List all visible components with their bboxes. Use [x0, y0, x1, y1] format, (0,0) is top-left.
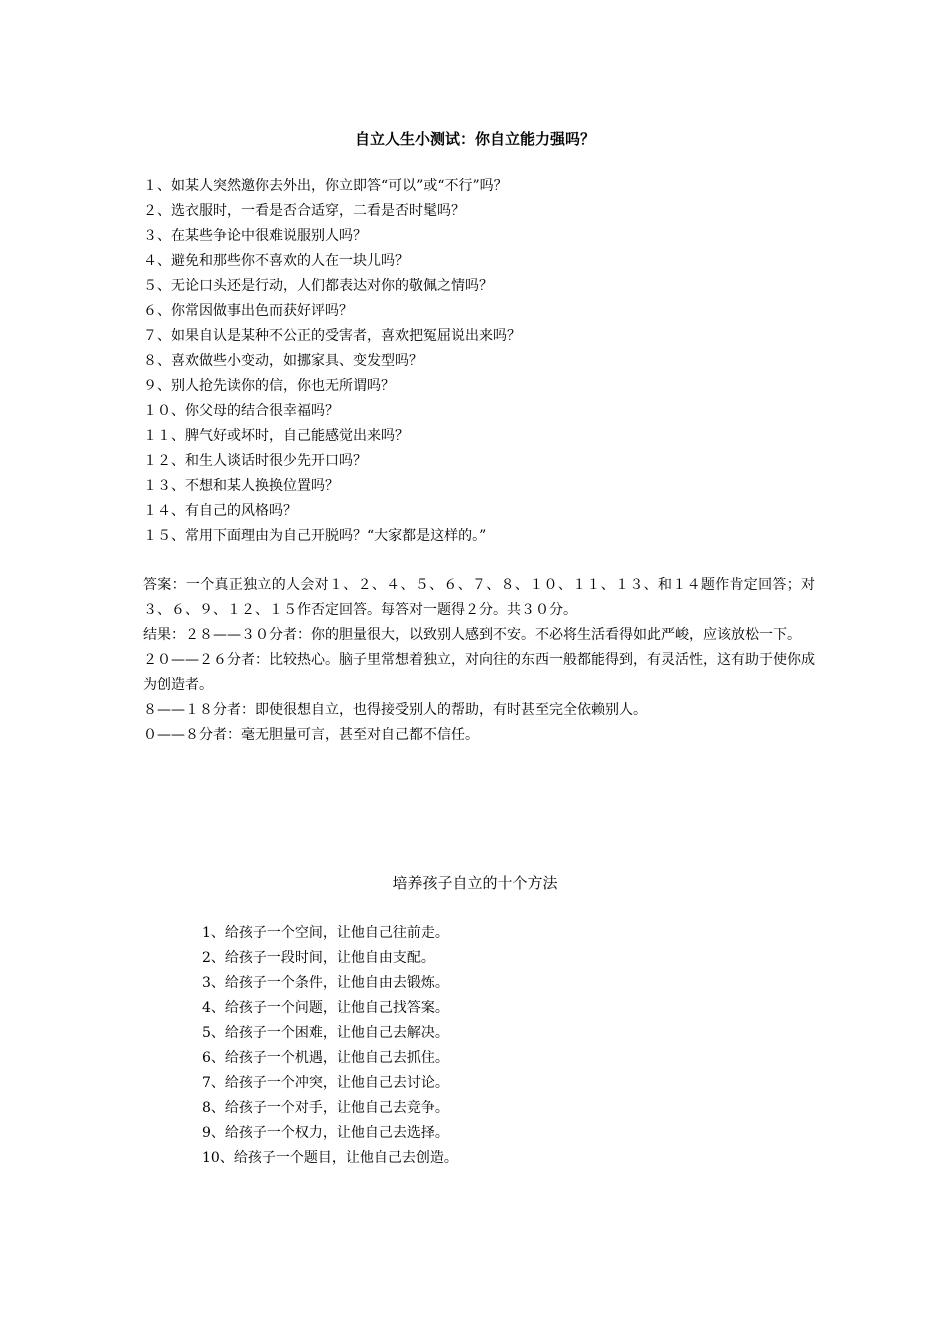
method-item: 10、给孩子一个题目，让他自己去创造。	[202, 1150, 458, 1166]
method-item: 6、给孩子一个机遇，让他自己去抓住。	[202, 1050, 449, 1066]
method-item: 3、给孩子一个条件，让他自由去锻炼。	[202, 975, 449, 991]
result-paragraph: ８——１８分者：即使很想自立，也得接受别人的帮助，有时甚至完全依赖别人。	[143, 702, 647, 718]
method-item: 7、给孩子一个冲突，让他自己去讨论。	[202, 1075, 449, 1091]
quiz-question: ４、避免和那些你不喜欢的人在一块儿吗？	[143, 253, 409, 269]
result-paragraph: 结果：２８——３０分者：你的胆量很大，以致别人感到不安。不必将生活看得如此严峻，应该放松一下。	[143, 627, 801, 643]
quiz-question: １５、常用下面理由为自己开脱吗？“大家都是这样的。”	[143, 528, 487, 544]
quiz-question: １０、你父母的结合很幸福吗？	[143, 403, 339, 419]
methods-title: 培养孩子自立的十个方法	[392, 874, 558, 892]
method-item: 2、给孩子一段时间，让他自由支配。	[202, 950, 435, 966]
quiz-question: ９、别人抢先读你的信，你也无所谓吗？	[143, 378, 395, 394]
method-item: 5、给孩子一个困难，让他自己去解决。	[202, 1025, 449, 1041]
quiz-question-list	[143, 174, 823, 549]
quiz-question: １、如某人突然邀你去外出，你立即答“可以”或“不行”吗？	[143, 178, 508, 194]
quiz-question: １４、有自己的风格吗？	[143, 503, 297, 519]
quiz-question: ２、选衣服时，一看是否合适穿，二看是否时髦吗？	[143, 203, 465, 219]
methods-list	[202, 921, 802, 1171]
quiz-question: ３、在某些争论中很难说服别人吗？	[143, 228, 367, 244]
method-item: 9、给孩子一个权力，让他自己去选择。	[202, 1125, 449, 1141]
quiz-answers	[143, 573, 815, 748]
quiz-question: １３、不想和某人换换位置吗？	[143, 478, 339, 494]
quiz-question: ５、无论口头还是行动，人们都表达对你的敬佩之情吗？	[143, 278, 493, 294]
method-item: 1、给孩子一个空间，让他自己往前走。	[202, 925, 449, 941]
answer-key-paragraph: 答案：一个真正独立的人会对１、２、４、５、６、７、８、１０、１１、１３、和１４题作肯定回答；对３、６、９、１２、１５作否定回答。每答对一题得２分。共３０分。	[143, 577, 815, 618]
result-paragraph: ２０——２６分者：比较热心。脑子里常想着独立，对向往的东西一般都能得到，有灵活性，这有助于使你成为创造者。	[143, 652, 815, 693]
method-item: 8、给孩子一个对手，让他自己去竞争。	[202, 1100, 449, 1116]
result-paragraph: ０——８分者：毫无胆量可言，甚至对自己都不信任。	[143, 727, 479, 743]
quiz-title: 自立人生小测试：你自立能力强吗？	[354, 130, 595, 148]
quiz-question: １２、和生人谈话时很少先开口吗？	[143, 453, 367, 469]
quiz-question: ７、如果自认是某种不公正的受害者，喜欢把冤屈说出来吗？	[143, 328, 521, 344]
quiz-question: ８、喜欢做些小变动，如挪家具、变发型吗？	[143, 353, 423, 369]
method-item: 4、给孩子一个问题，让他自己找答案。	[202, 1000, 449, 1016]
quiz-question: １１、脾气好或坏时，自己能感觉出来吗？	[143, 428, 409, 444]
quiz-question: ６、你常因做事出色而获好评吗？	[143, 303, 353, 319]
